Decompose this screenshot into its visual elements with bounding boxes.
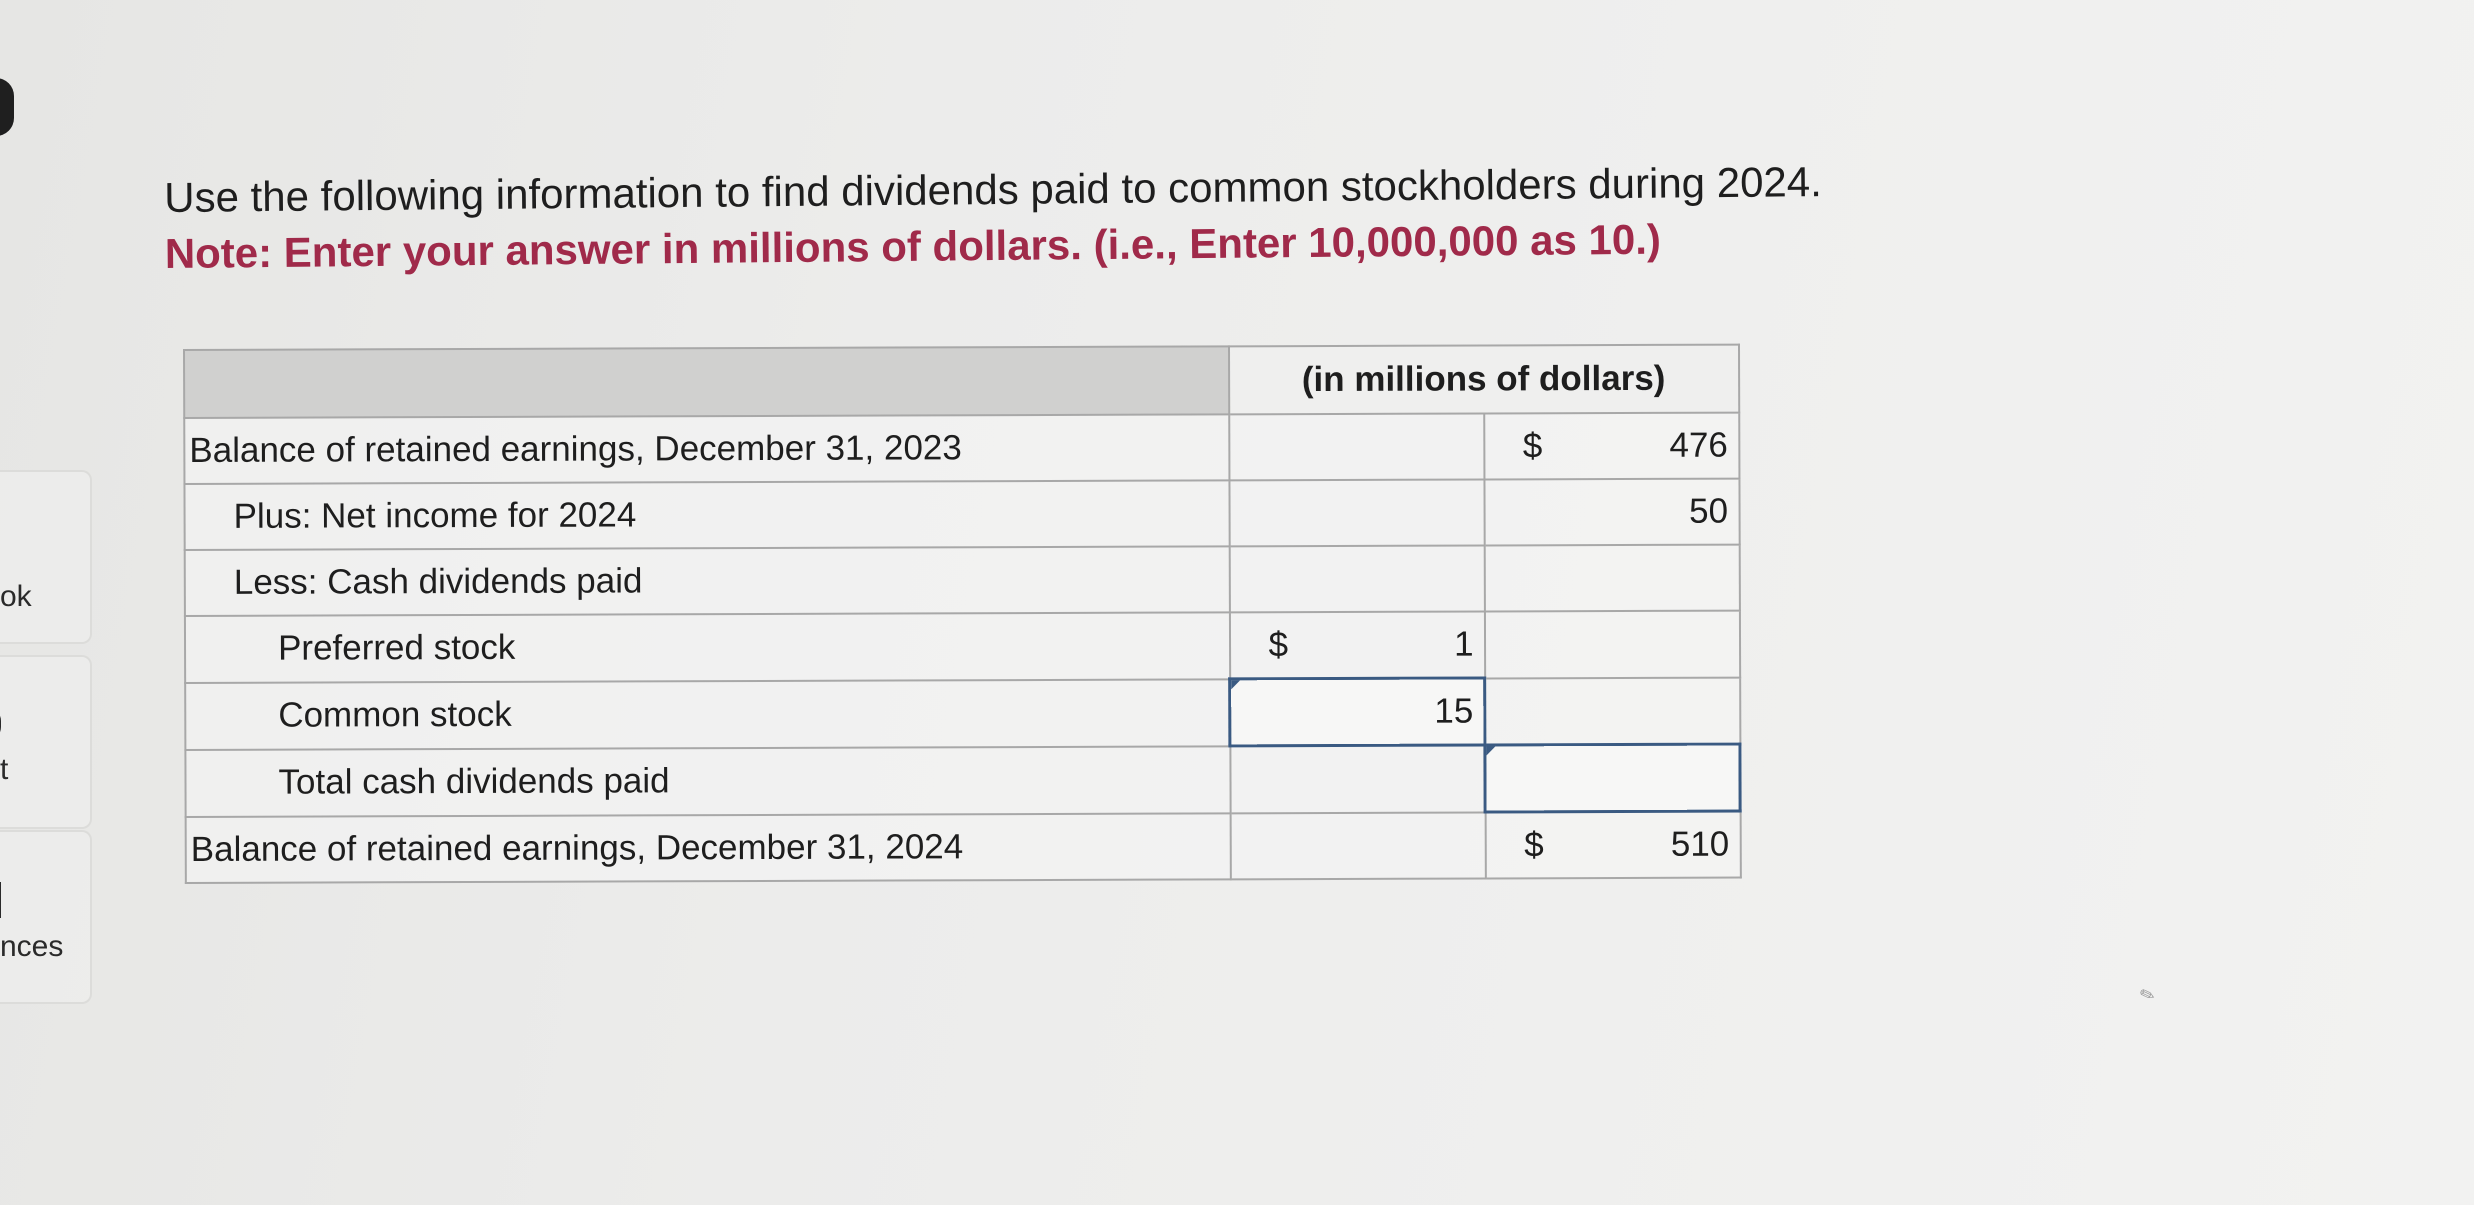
print-icon — [0, 707, 1, 741]
subtotal-cell — [1229, 545, 1484, 612]
cursor-icon: ✎ — [2136, 983, 2158, 1008]
sidebar-item-print[interactable] — [0, 655, 92, 829]
left-sidebar — [0, 0, 100, 1205]
row-label: Common stock — [185, 679, 1230, 750]
row-label: Plus: Net income for 2024 — [184, 480, 1229, 550]
header-blank-cell — [184, 346, 1229, 418]
sidebar-item-label: nces — [0, 930, 64, 963]
row-label: Balance of retained earnings, December 31, 2024 — [186, 813, 1231, 883]
cell-value: 510 — [1670, 824, 1730, 864]
total-cell — [1484, 413, 1739, 480]
row-label: Total cash dividends paid — [185, 746, 1230, 817]
table-row — [185, 545, 1740, 616]
table-row — [184, 479, 1739, 550]
total-cell — [1485, 811, 1740, 878]
subtotal-cell — [1230, 745, 1485, 813]
table-header-row — [184, 345, 1739, 418]
table-row — [185, 744, 1740, 816]
total-cell — [1484, 611, 1739, 678]
references-icon — [0, 882, 1, 918]
sidebar-item-label: t — [0, 753, 9, 786]
total-cell — [1485, 677, 1740, 745]
cell-value: 476 — [1669, 425, 1728, 465]
table-header: (in millions of dollars) — [1228, 345, 1738, 415]
sidebar-item-label: ok — [0, 580, 32, 613]
subtotal-cell — [1229, 413, 1484, 480]
input-marker-icon — [1486, 746, 1495, 755]
sidebar-item-ebook[interactable] — [0, 470, 92, 644]
dollar-sign: $ — [1522, 426, 1543, 466]
table-row — [185, 677, 1740, 749]
row-label: Preferred stock — [185, 612, 1230, 682]
row-label: Balance of retained earnings, December 31, 2023 — [184, 414, 1229, 484]
progress-indicator-icon — [0, 78, 14, 136]
table-row — [184, 413, 1739, 484]
sidebar-item-references[interactable] — [0, 830, 92, 1004]
question-prompt — [164, 151, 2165, 282]
total-cell — [1484, 479, 1739, 546]
question-text: Use the following information to find dividends paid to common stockholders during 2024. — [164, 158, 1823, 221]
table-row — [185, 611, 1740, 683]
input-marker-icon — [1231, 680, 1240, 689]
total-dividends-input[interactable] — [1496, 758, 1728, 799]
cell-value: 50 — [1689, 491, 1729, 531]
question-note: Note: Enter your answer in millions of dollars. (i.e., Enter 10,000,000 as 10.) — [164, 215, 1662, 277]
row-label: Less: Cash dividends paid — [185, 546, 1230, 616]
table-row — [186, 811, 1741, 883]
retained-earnings-table — [183, 344, 1742, 884]
dollar-sign: $ — [1268, 625, 1289, 665]
dollar-sign: $ — [1524, 825, 1544, 865]
common-stock-dividends-input[interactable] — [1241, 691, 1473, 732]
subtotal-cell — [1229, 611, 1484, 678]
subtotal-cell — [1229, 479, 1484, 546]
common-stock-dividends-input-cell[interactable] — [1230, 678, 1485, 746]
cell-value: 1 — [1454, 624, 1474, 664]
total-dividends-input-cell[interactable] — [1485, 744, 1740, 812]
subtotal-cell — [1230, 812, 1485, 879]
total-cell — [1484, 545, 1739, 612]
